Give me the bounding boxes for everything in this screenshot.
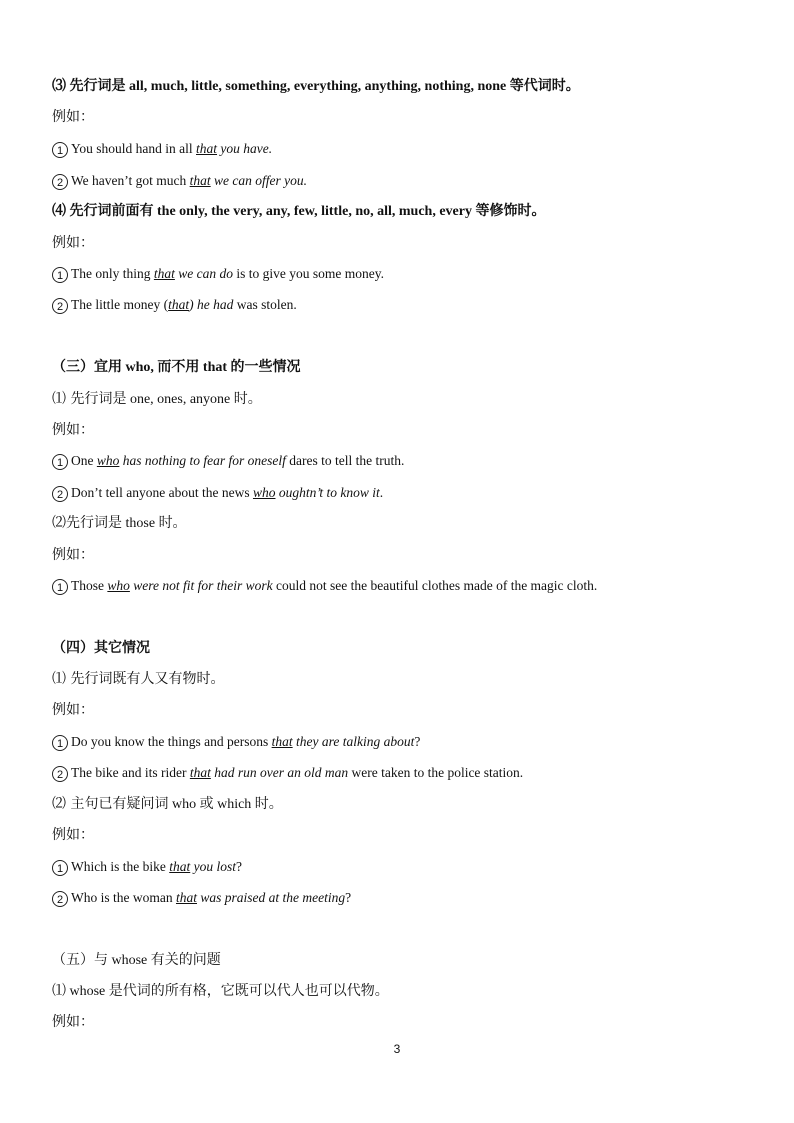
rule-number: ⑴ (52, 984, 66, 999)
rule-number: ⑵ (52, 797, 66, 812)
rule-1: ⑴ 先行词既有人又有物时。 (52, 671, 225, 687)
section-4-title: （四）其它情况 (52, 640, 150, 656)
rule-number: ⑵ (52, 516, 66, 531)
circled-number: 2 (52, 174, 68, 190)
example-label: 例如： (52, 827, 94, 843)
example-sentence: 1 You should hand in all that you have. (52, 139, 272, 159)
example-sentence: 2 We haven’t got much that we can offer you. (52, 171, 307, 191)
rule-1: ⑴ whose 是代词的所有格，它既可以代人也可以代物。 (52, 983, 389, 999)
circled-number: 2 (52, 298, 68, 314)
example-label: 例如： (52, 422, 94, 438)
example-label: 例如： (52, 109, 94, 125)
section-3-title: （三）宜用 who, 而不用 that 的一些情况 (52, 359, 301, 375)
rule-number: ⑴ (52, 672, 66, 687)
circled-number: 1 (52, 579, 68, 595)
rule-2: ⑵ 主句已有疑问词 who 或 which 时。 (52, 796, 283, 812)
rule-2: ⑵先行词是 those 时。 (52, 515, 187, 531)
example-sentence: 1 The only thing that we can do is to give you some money. (52, 264, 384, 284)
circled-number: 1 (52, 267, 68, 283)
example-label: 例如： (52, 1014, 94, 1030)
page-number: 3 (393, 1042, 401, 1056)
circled-number: 2 (52, 486, 68, 502)
circled-number: 2 (52, 766, 68, 782)
rule-3: ⑶ 先行词是 all, much, little, something, everything, anything, nothing, none 等代词时。 (52, 78, 580, 94)
example-label: 例如： (52, 547, 94, 563)
rule-4: ⑷ 先行词前面有 the only, the very, any, few, little, no, all, much, every 等修饰时。 (52, 203, 546, 219)
circled-number: 2 (52, 891, 68, 907)
section-5-title: （五）与 whose 有关的问题 (52, 952, 221, 968)
example-sentence: 1 Which is the bike that you lost? (52, 857, 242, 877)
circled-number: 1 (52, 454, 68, 470)
example-sentence: 2 The bike and its rider that had run over an old man were taken to the police station. (52, 763, 523, 783)
circled-number: 1 (52, 735, 68, 751)
example-sentence: 1 One who has nothing to fear for oneself dares to tell the truth. (52, 451, 404, 471)
example-label: 例如： (52, 702, 94, 718)
example-sentence: 1 Those who were not fit for their work could not see the beautiful clothes made of the magic cloth. (52, 576, 597, 596)
circled-number: 1 (52, 860, 68, 876)
example-label: 例如： (52, 235, 94, 251)
rule-number: ⑴ (52, 392, 66, 407)
example-sentence: 2 The little money (that) he had was stolen. (52, 295, 297, 315)
example-sentence: 2 Don’t tell anyone about the news who oughtn’t to know it. (52, 483, 383, 503)
example-sentence: 1 Do you know the things and persons that they are talking about? (52, 732, 420, 752)
example-sentence: 2 Who is the woman that was praised at the meeting? (52, 888, 351, 908)
rule-1: ⑴ 先行词是 one, ones, anyone 时。 (52, 391, 262, 407)
rule-number: ⑷ (52, 204, 66, 219)
circled-number: 1 (52, 142, 68, 158)
rule-number: ⑶ (52, 79, 66, 94)
